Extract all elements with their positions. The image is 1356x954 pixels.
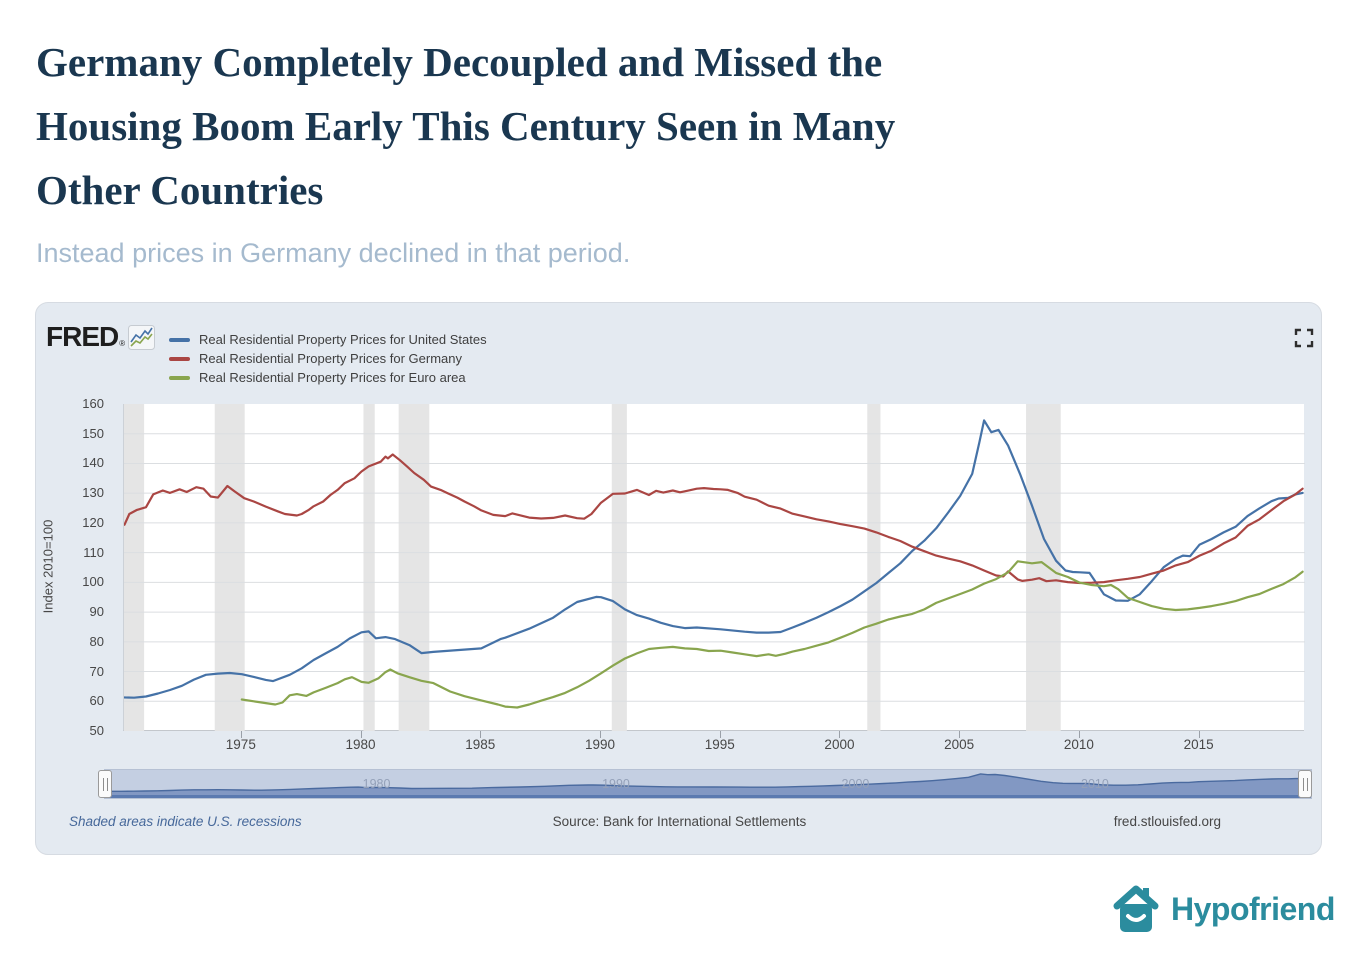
handle-grip-icon	[1303, 778, 1308, 791]
y-tick-label: 50	[89, 723, 104, 738]
slider-mini-chart	[105, 770, 1311, 798]
hypofriend-logo[interactable]	[1113, 884, 1335, 934]
y-tick-label: 130	[82, 485, 104, 501]
recession-band	[215, 404, 245, 731]
y-tick-label: 160	[82, 396, 104, 411]
recessions-note: Shaded areas indicate U.S. recessions	[69, 814, 302, 829]
legend-item-label: Real Residential Property Prices for Germany	[199, 351, 462, 366]
legend-swatch-germany	[169, 357, 190, 361]
page-subtitle: Instead prices in Germany declined in that period.	[36, 238, 631, 268]
slider-handle-left[interactable]	[98, 770, 112, 798]
fred-logo[interactable]	[46, 322, 155, 352]
slider-baseline	[105, 795, 1311, 798]
x-tick-label: 2015	[1183, 737, 1214, 752]
slider-decade-label: 2000	[841, 777, 870, 791]
page-title	[36, 30, 895, 222]
x-tick-label: 2000	[824, 737, 855, 752]
y-tick-label: 140	[82, 455, 104, 471]
chart-legend	[169, 330, 487, 387]
fred-wordmark: FRED	[46, 321, 119, 352]
legend-item-germany[interactable]	[169, 349, 487, 368]
date-range-slider[interactable]	[104, 769, 1312, 799]
y-tick-label: 60	[89, 693, 104, 709]
handle-grip-icon	[103, 778, 108, 791]
fred-site-link[interactable]: fred.stlouisfed.org	[1113, 814, 1221, 829]
legend-swatch-euro-area	[169, 376, 190, 380]
slider-decade-label: 1990	[602, 777, 630, 791]
hypofriend-house-icon	[1113, 884, 1159, 934]
series-line-united-states	[124, 420, 1303, 697]
legend-item-label: Real Residential Property Prices for United States	[199, 332, 487, 347]
y-tick-label: 90	[89, 604, 104, 620]
x-tick-label: 1980	[345, 737, 376, 752]
recession-band	[867, 404, 880, 731]
fred-registered-mark: ®	[119, 339, 126, 348]
x-tick-label: 1990	[584, 737, 616, 752]
fullscreen-button[interactable]	[1294, 328, 1314, 348]
y-tick-label: 110	[83, 544, 104, 560]
y-tick-label: 100	[82, 574, 104, 590]
slider-handle-right[interactable]	[1298, 770, 1312, 798]
series-line-for-germany	[125, 455, 1303, 584]
recession-band	[612, 404, 627, 731]
page-title-line: Housing Boom Early This Century Seen in Many	[36, 103, 896, 149]
slider-area-fill	[109, 774, 1307, 798]
legend-item-united-states[interactable]	[169, 330, 487, 349]
x-tick-label: 2005	[944, 737, 975, 752]
hypofriend-wordmark: Hypofriend	[1171, 890, 1335, 927]
recession-band	[124, 404, 144, 731]
page-title-line: Germany Completely Decoupled and Missed the	[36, 39, 883, 85]
x-tick-label: 1975	[225, 737, 256, 752]
chart-card	[35, 302, 1322, 855]
source-note: Source: Bank for International Settlements	[552, 814, 807, 829]
y-axis-title: Index 2010=100	[40, 519, 56, 614]
fullscreen-expand-icon	[1294, 328, 1314, 348]
x-tick-label: 2010	[1063, 737, 1094, 752]
y-tick-label: 150	[82, 425, 104, 441]
x-tick-label: 1995	[704, 737, 735, 752]
y-tick-label: 70	[89, 663, 104, 679]
slider-decade-label: 2010	[1081, 777, 1109, 791]
slider-decade-label: 1980	[362, 777, 391, 791]
y-tick-label: 120	[82, 514, 104, 530]
legend-item-euro-area[interactable]	[169, 368, 487, 387]
recession-band	[1026, 404, 1061, 731]
x-tick-label: 1985	[465, 737, 496, 752]
plot-area[interactable]	[123, 404, 1304, 731]
legend-swatch-united-states	[169, 338, 190, 342]
legend-item-label: Real Residential Property Prices for Euro area	[199, 370, 466, 385]
fred-sparkline-icon	[128, 325, 155, 350]
y-tick-label: 80	[89, 633, 104, 649]
page-title-line: Other Countries	[36, 167, 324, 213]
